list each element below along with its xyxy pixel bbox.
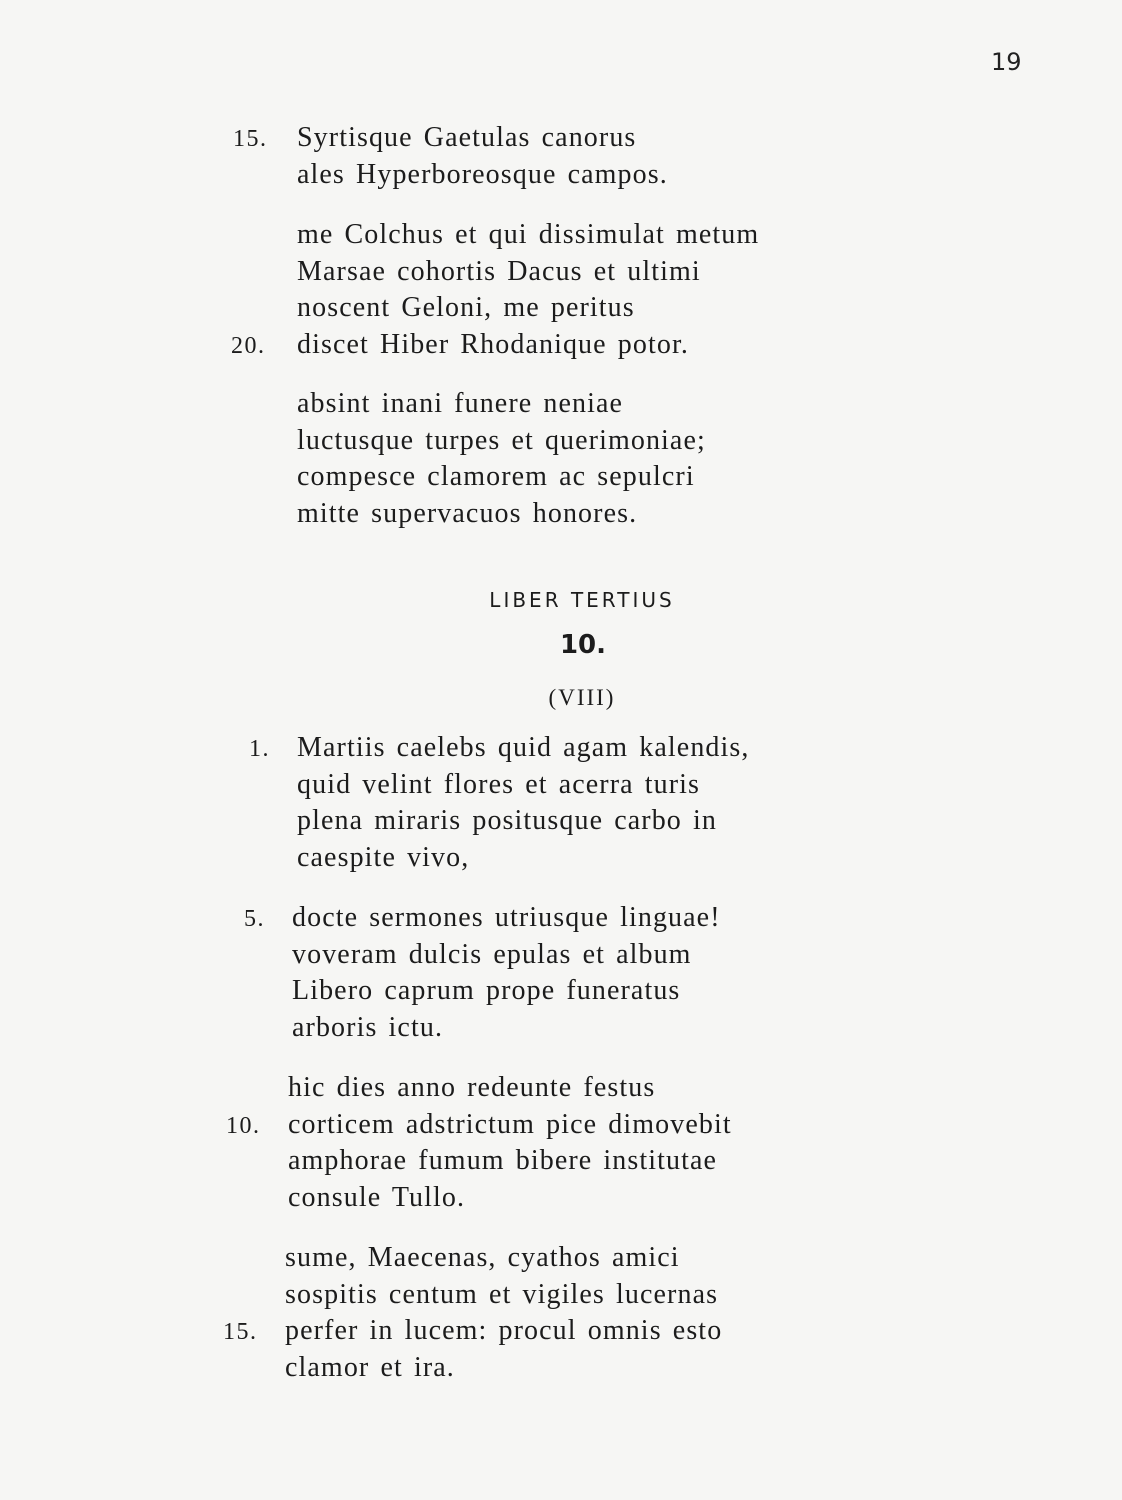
line-text: discet Hiber Rhodanique potor. [297,328,689,360]
line-text: sume, Maecenas, cyathos amici [285,1242,680,1273]
poem-line [249,730,750,767]
poem-line [297,386,706,423]
line-text: noscent Geloni, me peritus [297,292,635,323]
line-text: me Colchus et qui dissimulat metum [297,219,760,250]
line-text: docte sermones utriusque linguae! [292,902,721,933]
poem-line [231,327,759,364]
poem-line [297,254,759,291]
line-number: 20. [231,332,266,359]
poem-line [223,1313,723,1350]
stanza [233,120,668,193]
poem-line [297,840,750,877]
line-text: arboris ictu. [292,1011,444,1043]
poem-line [285,1240,722,1277]
line-text: luctusque turpes et querimoniae; [297,424,706,456]
stanza [297,386,706,532]
line-text: amphorae fumum bibere institutae [288,1145,718,1176]
line-text: quid velint flores et acerra turis [297,768,701,800]
line-text: Syrtisque Gaetulas canorus [297,122,637,153]
book-heading: LIBER TERTIUS [489,588,675,612]
line-number: 15. [223,1319,258,1345]
line-text: sospitis centum et vigiles lucernas [285,1278,719,1310]
poem-line [244,900,721,937]
poem-line [292,1010,721,1047]
page-number: 19 [991,48,1022,76]
line-text: mitte supervacuos honores. [297,497,638,529]
line-text: Marsae cohortis Dacus et ultimi [297,255,701,287]
line-text: ales Hyperboreosque campos. [297,158,668,190]
line-text: absint inani funere neniae [297,388,624,419]
stanza [244,900,721,1046]
line-text: caespite vivo, [297,841,470,873]
poem-line [288,1180,732,1217]
poem-number: 10. [559,630,607,660]
poem-line [233,120,668,157]
line-text: perfer in lucem: procul omnis esto [285,1315,723,1346]
line-text: compesce clamorem ac sepulcri [297,461,695,492]
line-text: hic dies anno redeunte festus [288,1072,656,1103]
poem-subtitle: (VIII) [548,685,616,710]
line-text: Martiis caelebs quid agam kalendis, [297,732,750,763]
line-number: 10. [226,1112,261,1139]
line-number: 5. [244,906,265,932]
poem-line [285,1277,722,1314]
line-number: 1. [249,736,270,762]
poem-line [292,973,721,1010]
poem-line [297,217,759,254]
poem-line [297,423,706,460]
line-text: Libero caprum prope funeratus [292,975,681,1006]
poem-line [297,157,668,194]
stanza [226,1070,732,1216]
poem-line [285,1350,722,1387]
poem-line [297,496,706,533]
stanza [249,730,750,876]
poem-line [297,767,750,804]
line-text: clamor et ira. [285,1351,455,1383]
poem-line [226,1107,732,1144]
line-text: plena miraris positusque carbo in [297,805,717,836]
poem-line [297,803,750,840]
poem-line [297,459,706,496]
stanza [223,1240,723,1386]
poem-line [288,1143,732,1180]
poem-line [288,1070,732,1107]
poem-line [297,290,759,327]
line-number: 15. [233,126,268,152]
stanza [231,217,760,363]
line-text: voveram dulcis epulas et album [292,938,692,970]
line-text: consule Tullo. [288,1181,466,1213]
poem-line [292,937,721,974]
line-text: corticem adstrictum pice dimovebit [288,1108,732,1140]
